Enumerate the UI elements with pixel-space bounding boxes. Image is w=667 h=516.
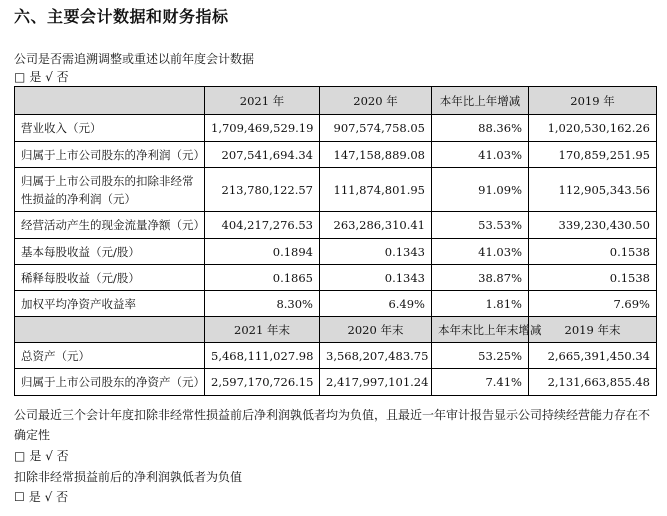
table-row <box>15 291 657 317</box>
row-label: 归属于上市公司股东的扣除非经常性损益的净利润（元） <box>15 168 205 212</box>
value-cell: 5,468,111,027.98 <box>205 343 320 369</box>
value-cell: 112,905,343.56 <box>529 168 657 212</box>
header-cell: 2021 年末 <box>205 317 320 343</box>
value-cell: 147,158,889.08 <box>320 142 432 168</box>
value-cell: 7.41% <box>432 369 529 396</box>
header-cell: 2020 年末 <box>320 317 432 343</box>
value-cell: 2,131,663,855.48 <box>529 369 657 396</box>
header-cell <box>15 317 205 343</box>
value-cell: 7.69% <box>529 291 657 317</box>
value-cell: 91.09% <box>432 168 529 212</box>
value-cell: 207,541,694.34 <box>205 142 320 168</box>
checkmark-icon: √ <box>45 449 53 463</box>
header-cell: 2020 年 <box>320 87 432 115</box>
going-concern-answer <box>14 447 69 464</box>
unchecked-box-icon: ☐ <box>14 490 25 504</box>
table-row <box>15 212 657 239</box>
value-cell: 0.1865 <box>205 265 320 291</box>
no-option: 否 <box>56 70 69 84</box>
checkmark-icon: √ <box>44 490 53 504</box>
restate-question: 公司是否需追溯调整或重述以前年度会计数据 <box>14 52 255 66</box>
value-cell: 907,574,758.05 <box>320 115 432 142</box>
checkmark-icon: √ <box>45 70 53 84</box>
no-option: 否 <box>56 449 69 463</box>
value-cell: 2,665,391,450.34 <box>529 343 657 369</box>
going-concern-text-line-2: 确定性 <box>14 428 51 442</box>
value-cell: 0.1343 <box>320 239 432 265</box>
unchecked-box-icon: □ <box>14 70 26 84</box>
value-cell: 41.03% <box>432 239 529 265</box>
financial-data-table <box>14 86 657 396</box>
value-cell: 3,568,207,483.75 <box>320 343 432 369</box>
value-cell: 0.1538 <box>529 239 657 265</box>
header-cell: 2019 年 <box>529 87 657 115</box>
header-cell: 2021 年 <box>205 87 320 115</box>
table-row <box>15 265 657 291</box>
row-label: 经营活动产生的现金流量净额（元） <box>15 212 205 239</box>
table-row <box>15 369 657 396</box>
row-label: 营业收入（元） <box>15 115 205 142</box>
value-cell: 38.87% <box>432 265 529 291</box>
header-cell <box>15 87 205 115</box>
header-cell: 2019 年末 <box>529 317 657 343</box>
no-option: 否 <box>56 490 69 504</box>
yes-option: 是 <box>29 70 42 84</box>
value-cell: 1.81% <box>432 291 529 317</box>
value-cell: 53.53% <box>432 212 529 239</box>
value-cell: 213,780,122.57 <box>205 168 320 212</box>
row-label: 基本每股收益（元/股） <box>15 239 205 265</box>
header-cell: 本年比上年增减 <box>432 87 529 115</box>
value-cell: 8.30% <box>205 291 320 317</box>
value-cell: 41.03% <box>432 142 529 168</box>
negative-profit-question: 扣除非经常损益前后的净利润孰低者为负值 <box>14 470 243 484</box>
value-cell: 111,874,801.95 <box>320 168 432 212</box>
value-cell: 263,286,310.41 <box>320 212 432 239</box>
value-cell: 0.1538 <box>529 265 657 291</box>
value-cell: 170,859,251.95 <box>529 142 657 168</box>
table-header-row <box>15 317 657 343</box>
table-row <box>15 142 657 168</box>
row-label: 归属于上市公司股东的净利润（元） <box>15 142 205 168</box>
row-label: 加权平均净资产收益率 <box>15 291 205 317</box>
yes-option: 是 <box>28 490 41 504</box>
header-cell: 本年末比上年末增减 <box>432 317 529 343</box>
value-cell: 339,230,430.50 <box>529 212 657 239</box>
restate-answer <box>14 68 69 85</box>
section-heading: 六、主要会计数据和财务指标 <box>14 7 229 26</box>
value-cell: 2,417,997,101.24 <box>320 369 432 396</box>
value-cell: 2,597,170,726.15 <box>205 369 320 396</box>
negative-profit-answer <box>14 488 68 505</box>
table-row <box>15 115 657 142</box>
yes-option: 是 <box>29 449 42 463</box>
value-cell: 53.25% <box>432 343 529 369</box>
value-cell: 1,020,530,162.26 <box>529 115 657 142</box>
value-cell: 88.36% <box>432 115 529 142</box>
row-label: 归属于上市公司股东的净资产（元） <box>15 369 205 396</box>
table-header-row <box>15 87 657 115</box>
value-cell: 6.49% <box>320 291 432 317</box>
table-row <box>15 239 657 265</box>
value-cell: 1,709,469,529.19 <box>205 115 320 142</box>
table-row <box>15 343 657 369</box>
going-concern-text-line-1: 公司最近三个会计年度扣除非经常性损益前后净利润孰低者均为负值，且最近一年审计报告显示公司持续经营能力存在不 <box>14 408 651 422</box>
value-cell: 0.1894 <box>205 239 320 265</box>
row-label: 稀释每股收益（元/股） <box>15 265 205 291</box>
value-cell: 404,217,276.53 <box>205 212 320 239</box>
row-label: 总资产（元） <box>15 343 205 369</box>
value-cell: 0.1343 <box>320 265 432 291</box>
table-row <box>15 168 657 212</box>
unchecked-box-icon: □ <box>14 449 26 463</box>
